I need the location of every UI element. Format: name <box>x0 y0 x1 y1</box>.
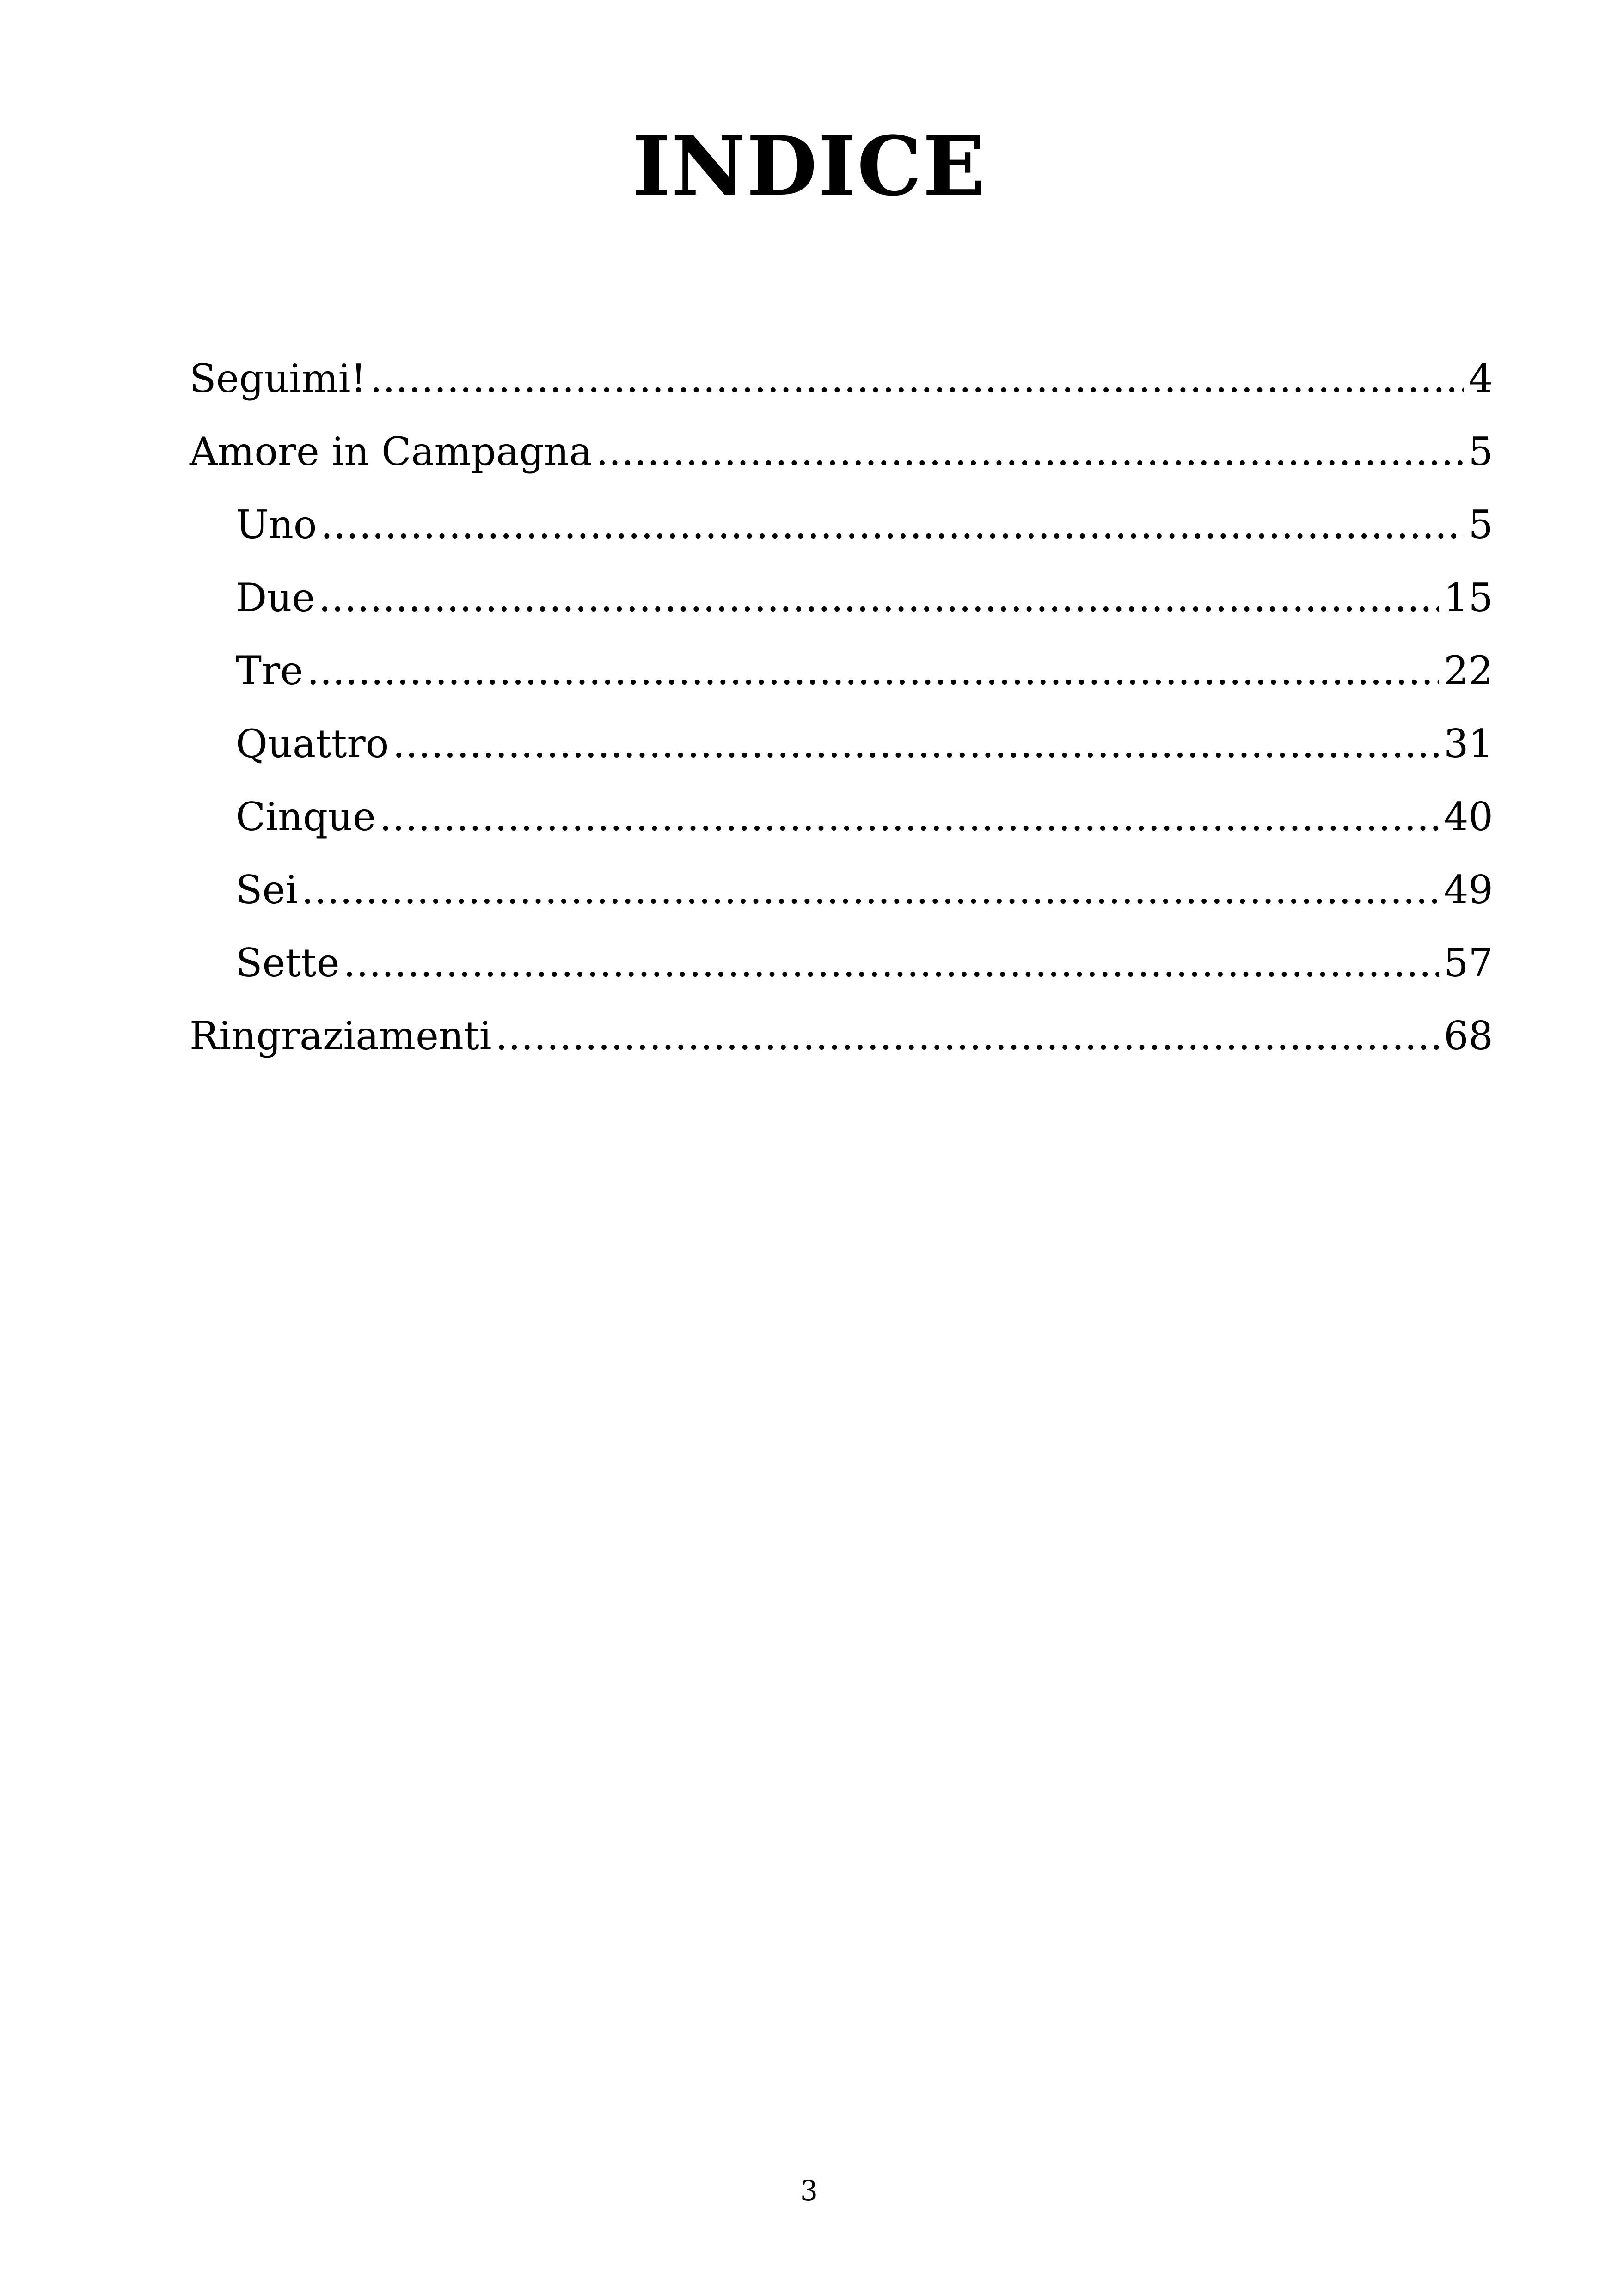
toc-dot-leader <box>320 488 1464 561</box>
toc-entry-label: Uno <box>236 502 317 547</box>
toc-entry-tre[interactable] <box>190 634 1493 707</box>
table-of-contents <box>190 342 1493 1072</box>
toc-entry-label: Sei <box>236 867 298 912</box>
toc-entry-due[interactable] <box>190 561 1493 634</box>
toc-entry-label: Sette <box>236 940 340 986</box>
toc-dot-leader <box>496 999 1440 1072</box>
toc-dot-leader <box>380 780 1439 853</box>
toc-entry-label: Cinque <box>236 794 376 839</box>
toc-entry-page: 5 <box>1468 429 1493 474</box>
page-number: 3 <box>800 2175 818 2207</box>
toc-entry-page: 57 <box>1444 940 1493 986</box>
toc-entry-label: Tre <box>236 648 303 693</box>
toc-dot-leader <box>392 707 1439 780</box>
toc-entry-label: Quattro <box>236 721 389 766</box>
toc-dot-leader <box>307 634 1439 707</box>
toc-entry-page: 40 <box>1444 794 1493 839</box>
toc-entry-uno[interactable] <box>190 488 1493 561</box>
toc-entry-ringraziamenti[interactable] <box>190 999 1493 1072</box>
toc-entry-label: Seguimi! <box>190 356 367 401</box>
toc-dot-leader <box>343 926 1439 999</box>
toc-entry-amore-in-campagna[interactable] <box>190 415 1493 488</box>
toc-entry-seguimi[interactable] <box>190 342 1493 415</box>
page-title: INDICE <box>632 118 986 214</box>
toc-entry-label: Amore in Campagna <box>190 429 592 474</box>
toc-entry-label: Due <box>236 575 315 620</box>
toc-entry-page: 22 <box>1444 648 1493 693</box>
toc-entry-page: 68 <box>1444 1013 1493 1059</box>
toc-entry-cinque[interactable] <box>190 780 1493 853</box>
toc-dot-leader <box>370 342 1464 415</box>
toc-entry-page: 15 <box>1444 575 1493 620</box>
toc-dot-leader <box>319 561 1439 634</box>
toc-entry-page: 31 <box>1444 721 1493 766</box>
toc-entry-page: 49 <box>1444 867 1493 912</box>
toc-entry-page: 4 <box>1468 356 1493 401</box>
toc-entry-sette[interactable] <box>190 926 1493 999</box>
toc-entry-page: 5 <box>1468 502 1493 547</box>
toc-dot-leader <box>301 853 1439 926</box>
toc-entry-sei[interactable] <box>190 853 1493 926</box>
toc-entry-quattro[interactable] <box>190 707 1493 780</box>
toc-dot-leader <box>596 415 1464 488</box>
toc-entry-label: Ringraziamenti <box>190 1013 492 1059</box>
